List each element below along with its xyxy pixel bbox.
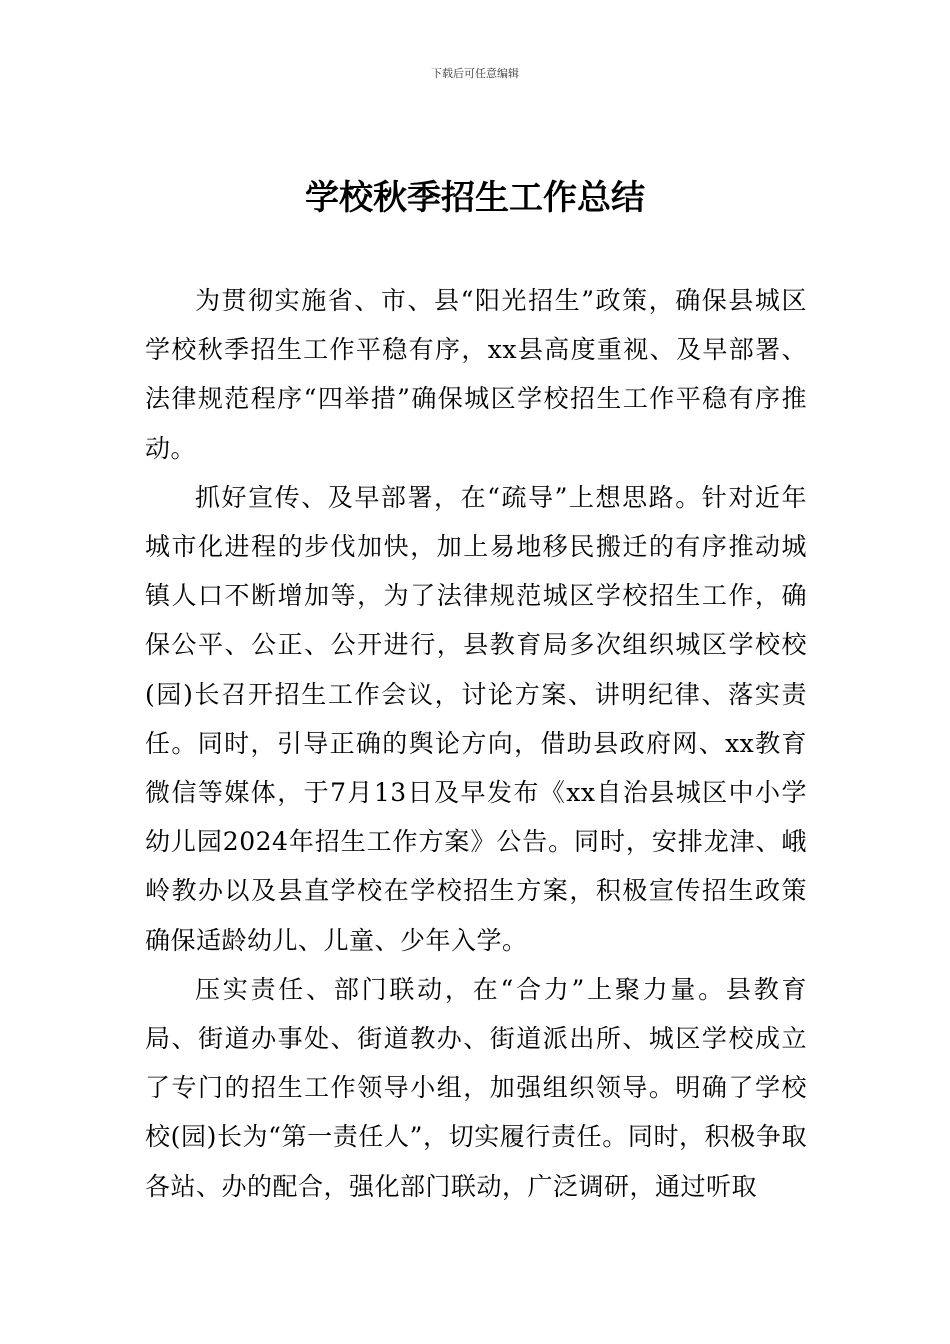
document-title: 学校秋季招生工作总结 <box>305 178 645 218</box>
paragraph-3: 压实责任、部门联动，在“合力”上聚力量。县教育局、街道办事处、街道教办、街道派出所、城区学校成立了专门的招生工作领导小组，加强组织领导。明确了学校校(园)长为“第一责任人”，切实履行责任。同时，积极争取各站、办的配合，强化部门联动，广泛调研，通过听取 <box>145 974 807 1201</box>
paragraph-2: 抓好宣传、及早部署，在“疏导”上想思路。针对近年城市化进程的步伐加快，加上易地移民搬迁的有序推动城镇人口不断增加等，为了法律规范城区学校招生工作，确保公平、公正、公开进行，县教育局多次组织城区学校校(园)长召开招生工作会议，讨论方案、讲明纪律、落实责任。同时，引导正确的舆论方向，借助县政府网、xx教育微信等媒体，于7月13日及早发布《xx自治县城区中小学幼儿园2024年招生工作方案》公告。同时，安排龙津、峨岭教办以及县直学校在学校招生方案，积极宣传招生政策确保适龄幼儿、儿童、少年入学。 <box>145 482 807 955</box>
paragraph-1: 为贯彻实施省、市、县“阳光招生”政策，确保县城区学校秋季招生工作平稳有序，xx县高度重视、及早部署、法律规范程序“四举措”确保城区学校招生工作平稳有序推动。 <box>145 286 807 463</box>
header-note: 下载后可任意编辑 <box>431 67 519 80</box>
document-body <box>145 276 807 1211</box>
